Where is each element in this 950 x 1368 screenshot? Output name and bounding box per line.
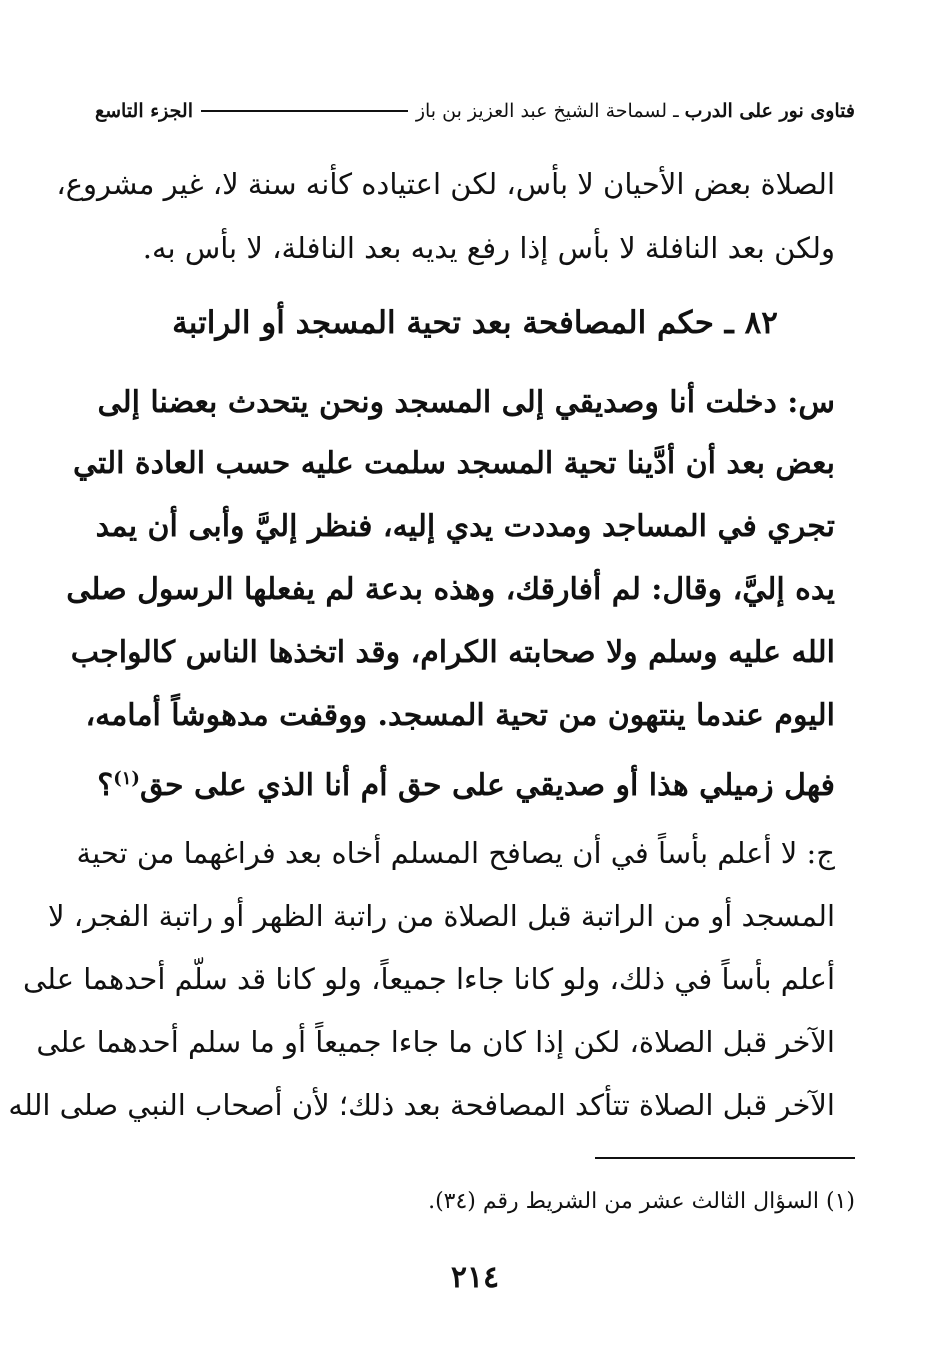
question-line: تجري في المساجد ومددت يدي إليه، فنظر إليَّ وأبى أن يمد: [95, 509, 835, 544]
answer-line: الآخر قبل الصلاة تتأكد المصافحة بعد ذلك؛ لأن أصحاب النبي صلى الله: [8, 1088, 835, 1122]
question-line: بعض بعد أن أدَّينا تحية المسجد سلمت عليه حسب العادة التي: [72, 446, 835, 481]
continuation-line: ولكن بعد النافلة لا بأس إذا رفع يديه بعد النافلة، لا بأس به.: [142, 231, 835, 265]
author-name: ـ لسماحة الشيخ عبد العزيز بن باز: [415, 100, 679, 122]
question-last-line: [97, 757, 835, 803]
answer-line: الآخر قبل الصلاة، لكن إذا كان ما جاءا جميعاً أو ما سلم أحدهما على: [36, 1025, 835, 1059]
footnote-ref: (١): [113, 768, 140, 789]
question-last-text: فهل زميلي هذا أو صديقي على حق أم أنا الذي على حق: [139, 768, 835, 803]
running-header: [95, 93, 855, 129]
answer-line: أعلم بأساً في ذلك، ولو كانا جاءا جميعاً، ولو كانا قد سلّم أحدهما على: [22, 962, 835, 996]
section-title: ٨٢ ـ حكم المصافحة بعد تحية المسجد أو الراتبة: [172, 305, 778, 341]
volume-label: الجزء التاسع: [95, 100, 193, 122]
header-rule: [201, 110, 408, 112]
question-line: س: دخلت أنا وصديقي إلى المسجد ونحن يتحدث بعضنا إلى: [97, 385, 835, 420]
answer-line: المسجد أو من الراتبة قبل الصلاة من راتبة الظهر أو راتبة الفجر، لا: [48, 899, 835, 933]
footnote-separator: [595, 1157, 855, 1159]
question-line: الله عليه وسلم ولا صحابته الكرام، وقد اتخذها الناس كالواجب: [70, 635, 835, 670]
question-line: اليوم عندما ينتهون من تحية المسجد. ووقفت مدهوشاً أمامه،: [85, 698, 835, 733]
question-mark: ؟: [97, 768, 114, 803]
footnote: (١) السؤال الثالث عشر من الشريط رقم (٣٤).: [428, 1189, 855, 1214]
book-title: فتاوى نور على الدرب: [684, 100, 855, 122]
page-number: ٢١٤: [450, 1260, 500, 1295]
continuation-line: الصلاة بعض الأحيان لا بأس، لكن اعتياده كأنه سنة لا، غير مشروع،: [56, 167, 835, 201]
question-line: يده إليَّ، وقال: لم أفارقك، وهذه بدعة لم يفعلها الرسول صلى: [66, 572, 835, 607]
answer-line: ج: لا أعلم بأساً في أن يصافح المسلم أخاه بعد فراغهما من تحية: [76, 836, 835, 870]
